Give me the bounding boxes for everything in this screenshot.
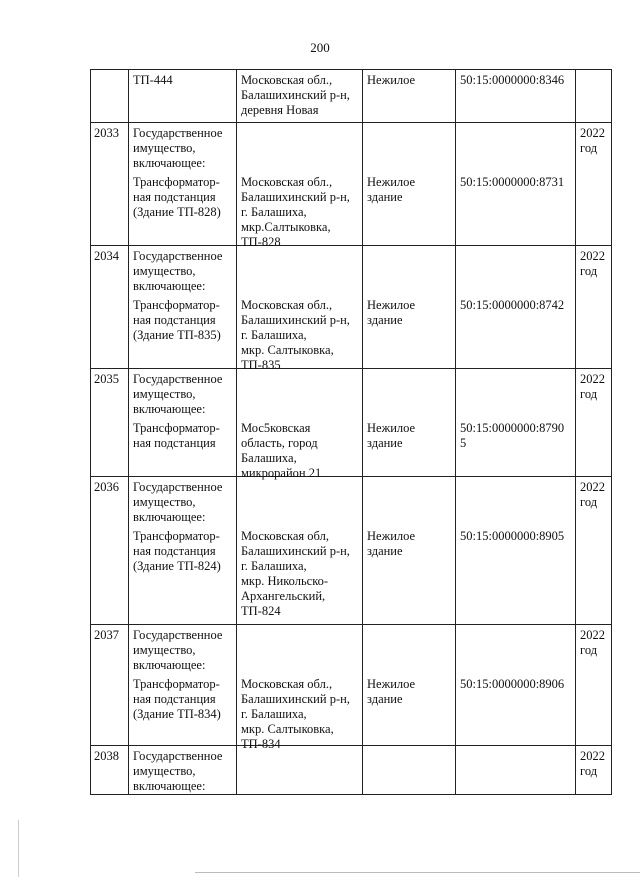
entry-year: 2022 год (580, 749, 605, 778)
scan-edge-bottom (195, 872, 640, 873)
entry-header: Государственное имущество, включающее: (133, 126, 223, 170)
item-name: Трансформатор- ная подстанция (Здание ТП-834) (133, 677, 221, 721)
item-type: Нежилое здание (367, 421, 416, 450)
column-separator (236, 69, 237, 795)
cadastral-number: 50:15:0000000:8905 (460, 529, 565, 543)
item-type: Нежилое здание (367, 529, 416, 558)
entry-year: 2022 год (580, 628, 605, 657)
item-address: Московская обл., Балашихинский р-н, г. Балашиха, мкр.Салтыковка, ТП-828 (241, 175, 350, 249)
entry-number: 2038 (94, 749, 119, 763)
entry-header: Государственное имущество, включающее: (133, 749, 223, 793)
cadastral-number: 50:15:0000000:8906 (460, 677, 565, 691)
item-type: Нежилое (367, 73, 416, 87)
column-separator (128, 69, 129, 795)
item-type: Нежилое здание (367, 298, 416, 327)
entry-year: 2022 год (580, 480, 605, 509)
item-address: Московская обл., Балашихинский р-н, г. Балашиха, мкр. Салтыковка, ТП-834 (241, 677, 350, 751)
item-name: Трансформатор- ная подстанция (133, 421, 220, 450)
entry-year: 2022 год (580, 249, 605, 278)
entry-number: 2035 (94, 372, 119, 386)
item-type: Нежилое здание (367, 175, 416, 204)
entry-header: Государственное имущество, включающее: (133, 628, 223, 672)
entry-number: 2036 (94, 480, 119, 494)
item-type: Нежилое здание (367, 677, 416, 706)
cadastral-number: 50:15:0000000:8742 (460, 298, 565, 312)
page-number: 200 (310, 40, 330, 55)
entry-header: Государственное имущество, включающее: (133, 372, 223, 416)
entry-year: 2022 год (580, 372, 605, 401)
item-address: Московская обл, Балашихинский р-н, г. Балашиха, мкр. Никольско- Архангельский, ТП-824 (241, 529, 350, 618)
item-name: ТП-444 (133, 73, 173, 87)
item-name: Трансформатор- ная подстанция (Здание ТП-828) (133, 175, 221, 219)
item-name: Трансформатор- ная подстанция (Здание ТП-835) (133, 298, 221, 342)
column-separator (611, 69, 612, 795)
row-separator (90, 624, 612, 625)
entry-number: 2033 (94, 126, 119, 140)
cadastral-number: 50:15:0000000:8346 (460, 73, 565, 87)
cadastral-number: 50:15:0000000:8731 (460, 175, 565, 189)
column-separator (455, 69, 456, 795)
item-address: Московская обл., Балашихинский р-н, деревня Новая (241, 73, 350, 117)
entry-header: Государственное имущество, включающее: (133, 249, 223, 293)
column-separator (362, 69, 363, 795)
column-separator (575, 69, 576, 795)
row-separator (90, 69, 612, 70)
item-address: Московская обл., Балашихинский р-н, г. Балашиха, мкр. Салтыковка, ТП-835 (241, 298, 350, 372)
scan-edge-left (18, 820, 19, 877)
column-separator (90, 69, 91, 795)
entry-year: 2022 год (580, 126, 605, 155)
item-name: Трансформатор- ная подстанция (Здание ТП-824) (133, 529, 221, 573)
cadastral-number: 50:15:0000000:8790 5 (460, 421, 565, 450)
entry-number: 2034 (94, 249, 119, 263)
table-bottom-border (90, 794, 612, 795)
entry-number: 2037 (94, 628, 119, 642)
row-separator (90, 122, 612, 123)
item-address: Мос5ковская область, город Балашиха, микрорайон 21 (241, 421, 322, 480)
entry-header: Государственное имущество, включающее: (133, 480, 223, 524)
